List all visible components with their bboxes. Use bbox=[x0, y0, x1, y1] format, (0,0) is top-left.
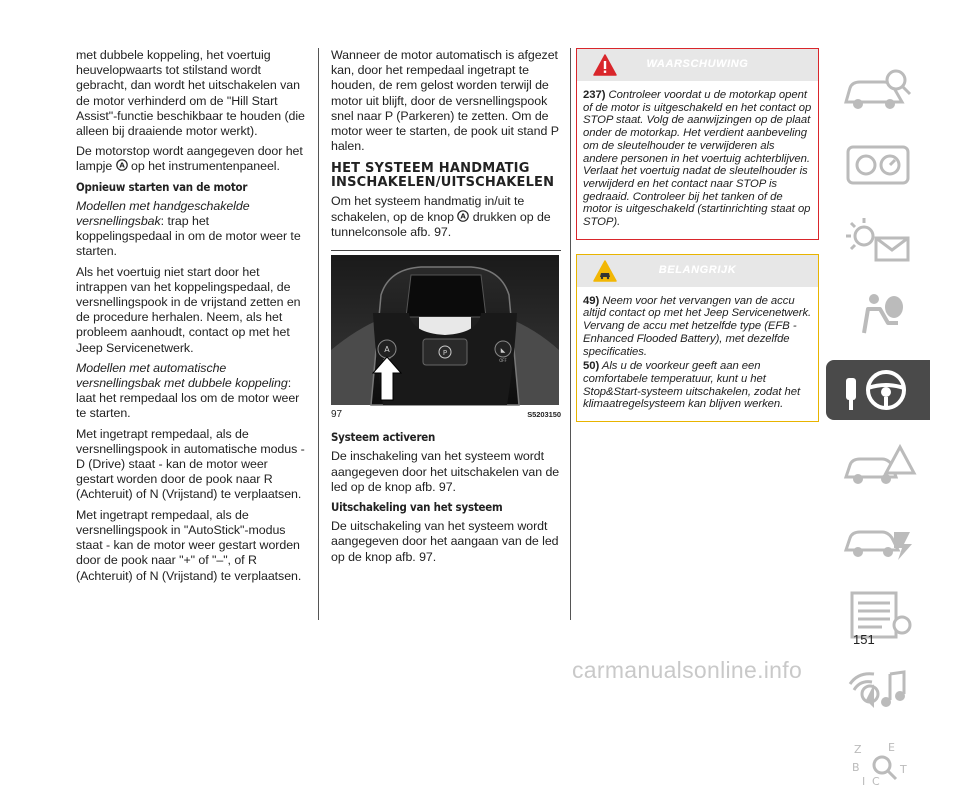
section-heading: Systeem activeren bbox=[331, 430, 436, 445]
important-header bbox=[577, 255, 818, 287]
figure-console-photo bbox=[331, 255, 559, 405]
index-icon[interactable] bbox=[826, 735, 930, 795]
warning-header bbox=[577, 49, 818, 81]
column-left bbox=[76, 48, 308, 589]
paragraph: Om het systeem handmatig in/uit te schakelen, op de knop A drukken op de tunnelconsole afb. 97. bbox=[331, 194, 551, 239]
important-body: 49) Neem voor het vervangen van de accu altijd contact op met het Jeep Servicenetwerk. Vervang de accu met hetzelfde type (EFB - Enhanced Flooded Battery), met dezelfde specificaties. 50) Als u de voorkeur geeft aan een comfortabele temperatuur, kunt u het Stop&Start-systeem uitschakelen, zodat het klimaatregelsysteem kan blijven werken. bbox=[583, 294, 812, 411]
figure-number: 97 bbox=[331, 409, 343, 421]
section-heading: Uitschakeling van het systeem bbox=[331, 500, 503, 515]
multimedia-icon[interactable] bbox=[826, 660, 930, 720]
chapter-sidebar bbox=[826, 60, 930, 810]
svg-text:Z: Z bbox=[854, 743, 862, 756]
paragraph: Met ingetrapt rempedaal, als de versnellingspook in automatische modus - D (Drive) staat - kan de motor weer gestart worden door de pook naar R (Achteruit) of N (Vrijstand) te verplaatsen. bbox=[76, 426, 305, 502]
auto-stop-button-icon bbox=[457, 210, 469, 222]
figure-caption bbox=[331, 407, 561, 422]
column-divider bbox=[570, 48, 571, 620]
warning-box bbox=[576, 48, 819, 240]
column-middle bbox=[331, 48, 561, 570]
svg-text:P: P bbox=[442, 349, 448, 358]
paragraph: Modellen met automatische versnellingsbak met dubbele koppeling: laat het rempedaal los om de motor weer te starten. bbox=[76, 360, 300, 421]
page-number: 151 bbox=[853, 632, 875, 647]
starting-driving-icon[interactable] bbox=[826, 360, 930, 420]
svg-text:E: E bbox=[888, 741, 895, 754]
svg-text:B: B bbox=[852, 761, 860, 774]
paragraph: Als het voertuig niet start door het intrappen van het koppelingspedaal, de versnellingspook in de vrijstand zetten en de procedure herhalen. Neem, als het probleem aanhoudt, contact op met het Jeep Servicenetwerk. bbox=[76, 264, 301, 355]
svg-text:C: C bbox=[872, 775, 880, 788]
auto-stop-lamp-icon bbox=[116, 159, 128, 171]
figure-code: S5203150 bbox=[527, 410, 561, 420]
maintenance-icon[interactable] bbox=[826, 585, 930, 645]
paragraph: De inschakeling van het systeem wordt aangegeven door het uitschakelen van de led op de knop afb. 97. bbox=[331, 449, 560, 494]
car-info-icon[interactable] bbox=[826, 60, 930, 120]
paragraph: De motorstop wordt aangegeven door het lampje A op het instrumentenpaneel. bbox=[76, 144, 303, 174]
important-title: BELANGRIJK bbox=[658, 264, 737, 277]
airbag-icon[interactable] bbox=[826, 285, 930, 345]
console-illustration bbox=[331, 255, 559, 405]
svg-text:T: T bbox=[900, 763, 907, 776]
paragraph: Met ingetrapt rempedaal, als de versnellingspook in "AutoStick"-modus staat - kan de motor weer gestart worden door de pook naar "+" of "–", of R (Achteruit) of N (Vrijstand) te verplaatsen. bbox=[76, 507, 302, 583]
section-heading: Opnieuw starten van de motor bbox=[76, 179, 248, 194]
svg-text:A: A bbox=[460, 212, 467, 221]
section-heading: HET SYSTEEM HANDMATIG INSCHAKELEN/UITSCHAKELEN bbox=[331, 161, 555, 191]
svg-text:A: A bbox=[384, 345, 390, 355]
warning-triangle-icon bbox=[593, 54, 617, 76]
svg-text:I: I bbox=[862, 775, 866, 788]
warning-body: 237) Controleer voordat u de motorkap opent of de motor is uitgeschakeld en het contact op STOP staat. Volg de aanwijzingen op de plaat onder de motorkap. Het verdient aanbeveling om de sleutelhouder te verwijderen als andere personen in het voertuig achterblijven. Verlaat het voertuig nadat de sleutelhouder is verwijderd en het contact naar STOP is gedraaid. Controleer bij het tanken of de motor is uitgeschakeld (startinrichting staat op STOP). bbox=[583, 89, 812, 229]
column-right bbox=[576, 48, 819, 436]
dashboard-icon[interactable] bbox=[826, 135, 930, 195]
emergency-icon[interactable] bbox=[826, 510, 930, 570]
watermark: carmanualsonline.info bbox=[572, 657, 803, 683]
paragraph: De uitschakeling van het systeem wordt aangegeven door het aangaan van de led op de knop afb. 97. bbox=[331, 519, 559, 564]
paragraph: Modellen met handgeschakelde versnellingsbak: trap het koppelingspedaal in om de motor weer te starten. bbox=[76, 198, 301, 259]
svg-text:OFF: OFF bbox=[499, 358, 507, 364]
car-caution-icon bbox=[593, 260, 617, 282]
safety-icon[interactable] bbox=[826, 210, 930, 270]
paragraph: Wanneer de motor automatisch is afgezet kan, door het rempedaal ingetrapt te houden, de rem gelost worden terwijl de motor uit blijft, door de versnellingspook snel naar P (Parkeren) te zetten. Om de motor weer te starten, de pook uit stand P halen. bbox=[331, 48, 559, 154]
warning-triangle-icon[interactable] bbox=[826, 435, 930, 495]
figure-rule bbox=[331, 250, 561, 251]
warning-title: WAARSCHUWING bbox=[646, 58, 749, 71]
paragraph: met dubbele koppeling, het voertuig heuvelopwaarts tot stilstand wordt gebracht, dan wordt het uitschakelen van de motor verhinderd om de "Hill Start Assist"-functie beschikbaar te houden (die alleen bij draaiende motor werkt). bbox=[76, 48, 305, 139]
important-box bbox=[576, 254, 819, 422]
column-divider bbox=[318, 48, 319, 620]
svg-text:◣: ◣ bbox=[500, 347, 506, 355]
svg-text:A: A bbox=[118, 162, 125, 171]
